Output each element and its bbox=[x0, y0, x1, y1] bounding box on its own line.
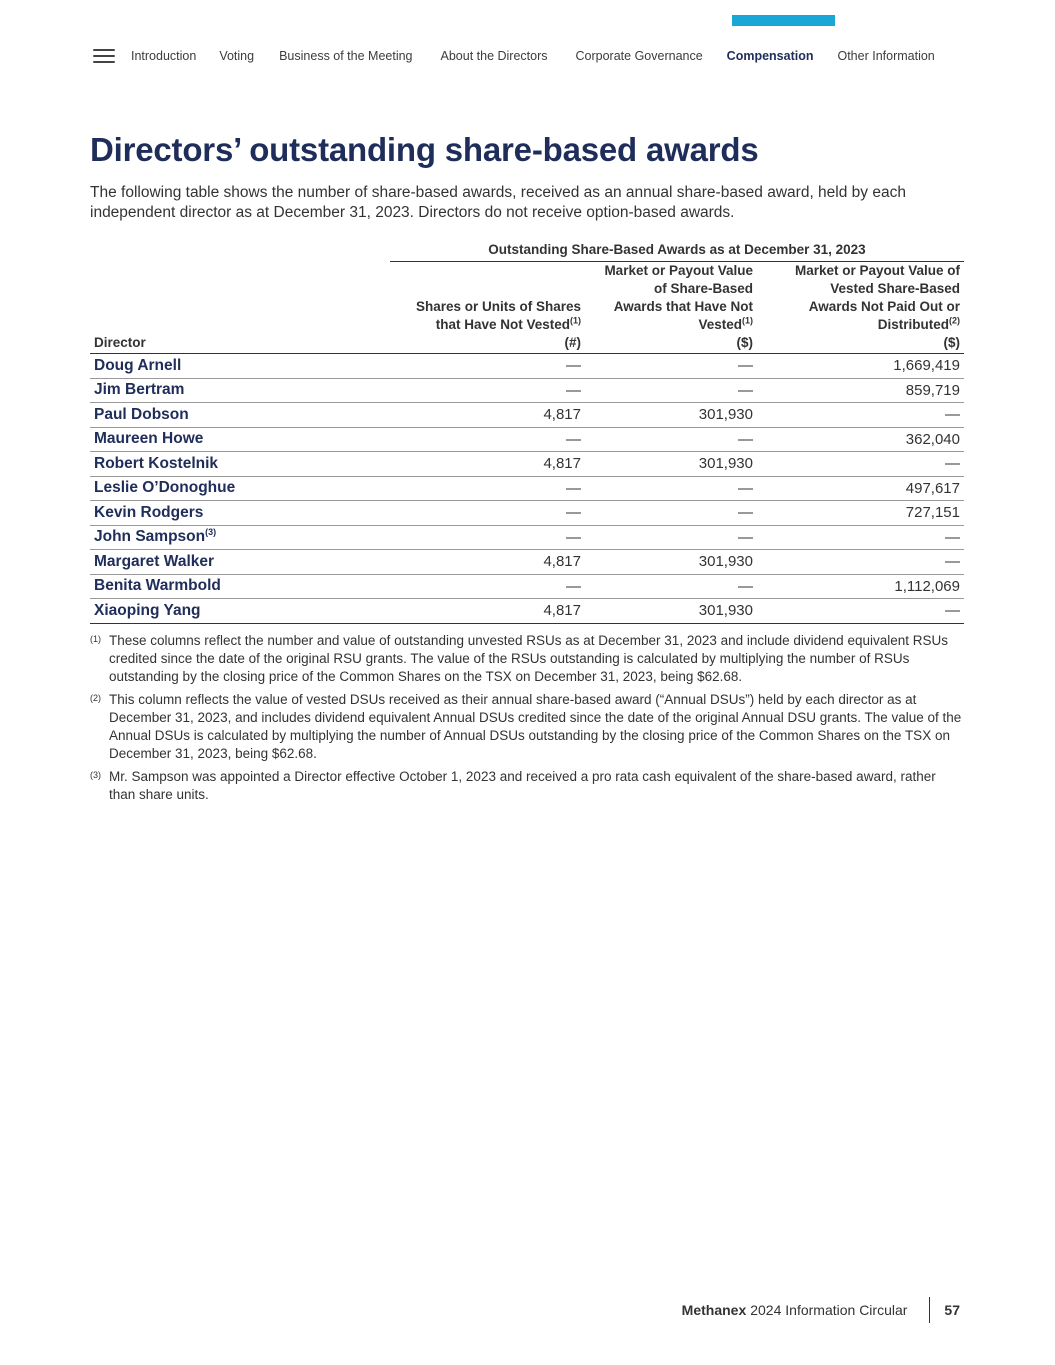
nav-item-about-the-directors[interactable]: About the Directors bbox=[440, 49, 548, 63]
director-name: Xiaoping Yang bbox=[90, 599, 390, 624]
footnote bbox=[90, 691, 964, 763]
table-row bbox=[90, 501, 964, 526]
cell-unvested-value: — bbox=[585, 476, 757, 501]
table-row bbox=[90, 354, 964, 379]
cell-vested-value: 727,151 bbox=[757, 501, 964, 526]
page-title: Directors’ outstanding share-based awards bbox=[90, 131, 759, 168]
cell-vested-value: 1,112,069 bbox=[757, 574, 964, 599]
cell-unvested-value: — bbox=[585, 354, 757, 379]
director-name: Kevin Rodgers bbox=[90, 501, 390, 526]
page-footer bbox=[682, 1297, 960, 1323]
footer-divider bbox=[929, 1297, 930, 1323]
cell-unvested-value: 301,930 bbox=[585, 599, 757, 624]
table-row bbox=[90, 476, 964, 501]
cell-vested-value: 362,040 bbox=[757, 427, 964, 452]
footnote bbox=[90, 768, 964, 804]
cell-unvested-value: — bbox=[585, 427, 757, 452]
footnote-mark: (2) bbox=[90, 693, 101, 703]
table-group-header: Outstanding Share-Based Awards as at December 31, 2023 bbox=[390, 238, 964, 262]
cell-shares: — bbox=[390, 378, 585, 403]
footnote bbox=[90, 632, 964, 686]
cell-vested-value: — bbox=[757, 550, 964, 575]
cell-shares: 4,817 bbox=[390, 403, 585, 428]
table-row bbox=[90, 599, 964, 624]
director-name: Doug Arnell bbox=[90, 354, 390, 379]
cell-shares: — bbox=[390, 574, 585, 599]
hamburger-menu-icon[interactable] bbox=[93, 49, 115, 63]
table-row bbox=[90, 574, 964, 599]
column-header-director: Director bbox=[90, 262, 390, 354]
column-header-vested-value: Market or Payout Value of Vested Share-Based Awards Not Paid Out or Distributed$^{(2)}$ ($) bbox=[757, 262, 964, 354]
director-name: Benita Warmbold bbox=[90, 574, 390, 599]
director-name: Margaret Walker bbox=[90, 550, 390, 575]
top-navigation bbox=[93, 45, 935, 67]
director-name: Maureen Howe bbox=[90, 427, 390, 452]
cell-vested-value: — bbox=[757, 525, 964, 550]
cell-vested-value: — bbox=[757, 403, 964, 428]
cell-unvested-value: — bbox=[585, 501, 757, 526]
footnote-ref: (3) bbox=[205, 527, 217, 538]
cell-unvested-value: 301,930 bbox=[585, 452, 757, 477]
intro-paragraph: The following table shows the number of share-based awards, received as an annual share-based award, held by each independent director as at December 31, 2023. Directors do not receive option-based awards. bbox=[90, 184, 906, 221]
footer-document-title: 2024 Information Circular bbox=[750, 1302, 908, 1318]
table-row bbox=[90, 403, 964, 428]
table-group-header-row bbox=[90, 238, 964, 262]
cell-vested-value: — bbox=[757, 599, 964, 624]
cell-unvested-value: 301,930 bbox=[585, 403, 757, 428]
cell-shares: 4,817 bbox=[390, 550, 585, 575]
director-name: Leslie O’Donoghue bbox=[90, 476, 390, 501]
cell-shares: — bbox=[390, 354, 585, 379]
footnote-text: These columns reflect the number and value of outstanding unvested RSUs as at December 31, 2023 and include dividend equivalent RSUs credited since the date of the original RSU grants. The value of the RSUs outstanding is calculated by multiplying the number of RSUs outstanding by the closing price of the Common Shares on the TSX on December 31, 2023, being $62.68. bbox=[109, 633, 948, 684]
nav-item-other-information[interactable]: Other Information bbox=[837, 49, 935, 63]
director-name: John Sampson$^{(3)}$ bbox=[90, 525, 390, 550]
table-row bbox=[90, 525, 964, 550]
cell-shares: — bbox=[390, 476, 585, 501]
cell-unvested-value: 301,930 bbox=[585, 550, 757, 575]
cell-unvested-value: — bbox=[585, 525, 757, 550]
footnote-mark: (1) bbox=[90, 634, 101, 644]
table-row bbox=[90, 452, 964, 477]
table-row bbox=[90, 427, 964, 452]
cell-shares: 4,817 bbox=[390, 599, 585, 624]
cell-shares: — bbox=[390, 525, 585, 550]
cell-unvested-value: — bbox=[585, 378, 757, 403]
footnote-mark: (3) bbox=[90, 770, 101, 780]
nav-item-compensation[interactable]: Compensation bbox=[726, 49, 814, 63]
cell-unvested-value: — bbox=[585, 574, 757, 599]
nav-item-voting[interactable]: Voting bbox=[219, 49, 255, 63]
nav-item-corporate-governance[interactable]: Corporate Governance bbox=[575, 49, 703, 63]
footnote-text: Mr. Sampson was appointed a Director effective October 1, 2023 and received a pro rata cash equivalent of the share-based award, rather than share units. bbox=[109, 769, 936, 802]
cell-vested-value: 497,617 bbox=[757, 476, 964, 501]
active-section-indicator bbox=[732, 15, 835, 26]
cell-shares: — bbox=[390, 427, 585, 452]
nav-item-business-of-the-meeting[interactable]: Business of the Meeting bbox=[279, 49, 413, 63]
cell-shares: 4,817 bbox=[390, 452, 585, 477]
footnotes bbox=[90, 632, 964, 809]
column-header-unvested-value: Market or Payout Value of Share-Based Awards that Have Not Vested$^{(1)}$ ($) bbox=[585, 262, 757, 354]
table-header-row bbox=[90, 262, 964, 354]
page-number: 57 bbox=[944, 1302, 960, 1318]
nav-item-introduction[interactable]: Introduction bbox=[131, 49, 197, 63]
awards-table bbox=[90, 238, 964, 624]
footnote-text: This column reflects the value of vested DSUs received as their annual share-based award (“Annual DSUs”) held by each director as at December 31, 2023, and includes dividend equivalent Annual DSUs credited since the date of the original Annual DSU grants. The value of the Annual DSUs is calculated by multiplying the number of Annual DSUs outstanding by the closing price of the Common Shares on the TSX on December 31, 2023, being $62.68. bbox=[109, 692, 962, 761]
cell-vested-value: — bbox=[757, 452, 964, 477]
director-name: Robert Kostelnik bbox=[90, 452, 390, 477]
director-name: Paul Dobson bbox=[90, 403, 390, 428]
cell-shares: — bbox=[390, 501, 585, 526]
table-row bbox=[90, 378, 964, 403]
footer-brand: Methanex bbox=[681, 1302, 747, 1318]
table-row bbox=[90, 550, 964, 575]
cell-vested-value: 1,669,419 bbox=[757, 354, 964, 379]
cell-vested-value: 859,719 bbox=[757, 378, 964, 403]
director-name: Jim Bertram bbox=[90, 378, 390, 403]
column-header-unvested-shares: Shares or Units of Shares that Have Not Vested$^{(1)}$ (#) bbox=[390, 262, 585, 354]
